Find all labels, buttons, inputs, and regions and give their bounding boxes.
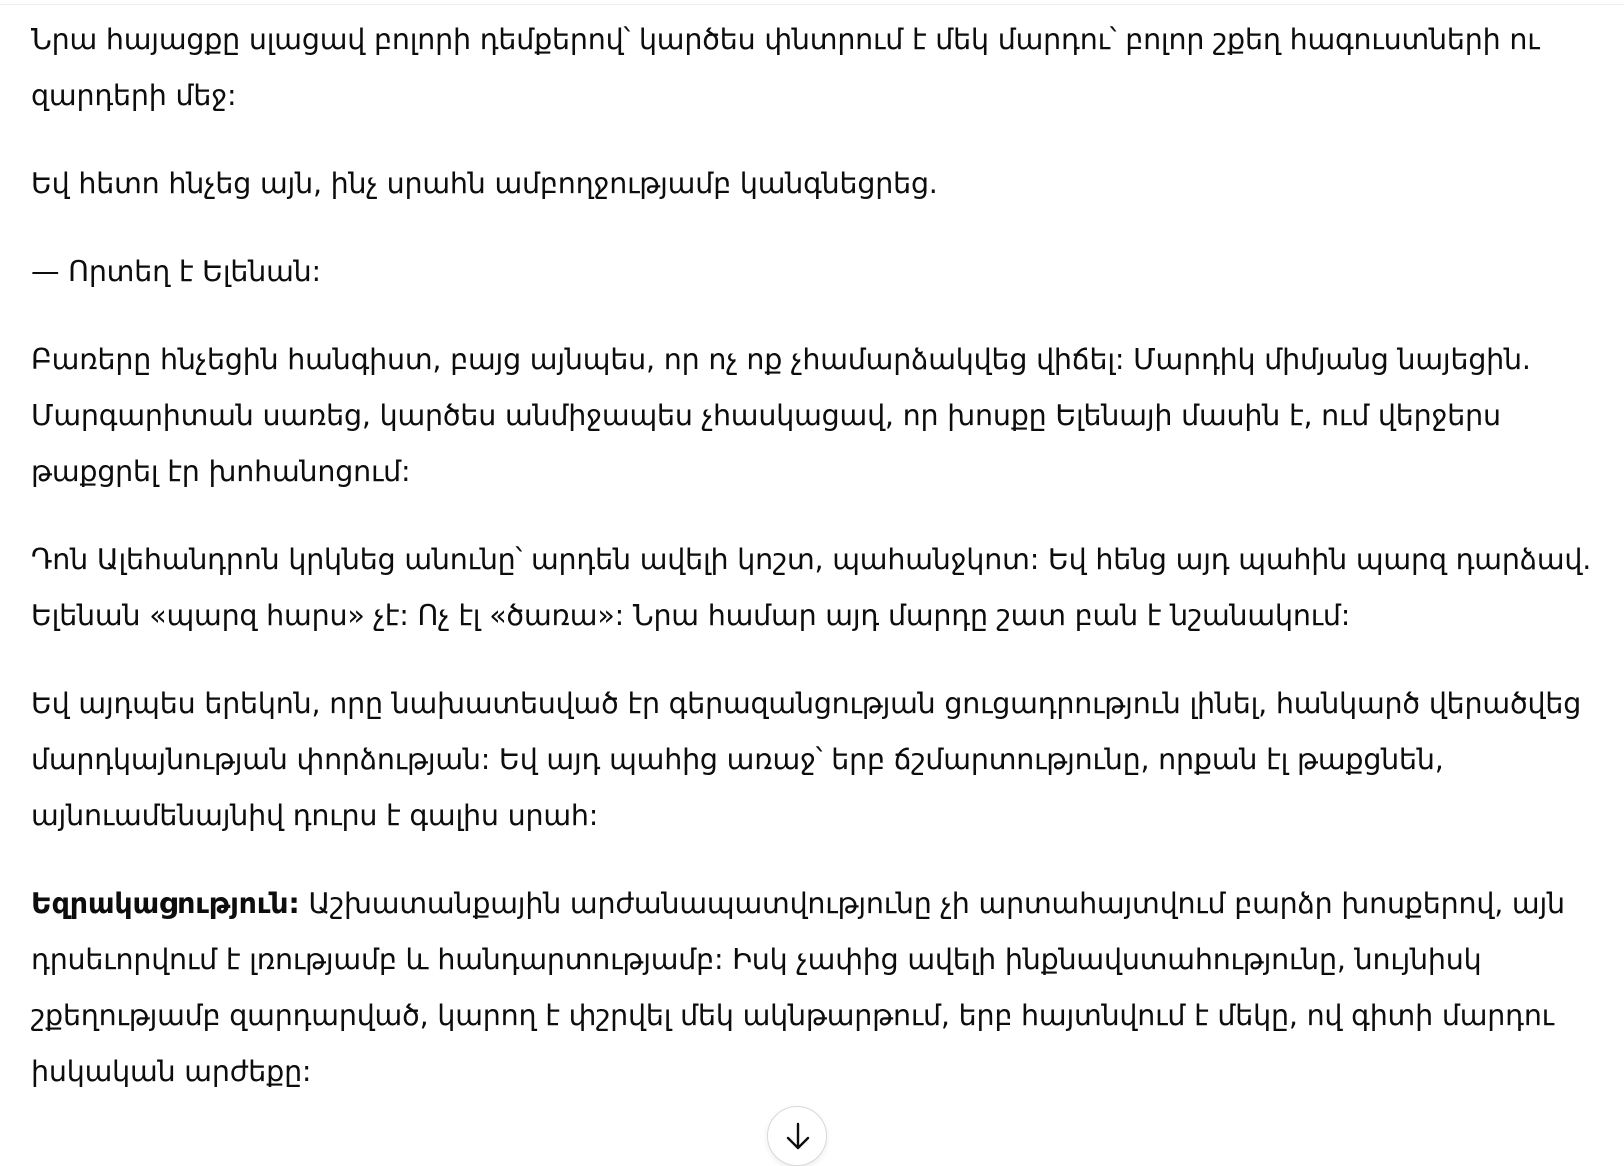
message-paragraph: Դոն Ալեհանդրոն կրկնեց անունը՝ արդեն ավելի կոշտ, պահանջկոտ: Եվ հենց այդ պահին պարզ դարձավ. Ելենան «պարզ հարս» չէ: Ոչ էլ «ծառա»: Նրա համար այդ մարդը շատ բան է նշանակում: [31, 543, 1592, 632]
message-paragraph: Նրա հայացքը սլացավ բոլորի դեմքերով՝ կարծես փնտրում է մեկ մարդու՝ բոլոր շքեղ հագուստների ու զարդերի մեջ: [31, 23, 1540, 112]
conclusion-label: Եզրակացություն: [31, 887, 300, 920]
top-divider [0, 0, 1624, 5]
message-paragraph: Բառերը հնչեցին հանգիստ, բայց այնպես, որ ոչ ոք չհամարձակվեց վիճել: Մարդիկ միմյանց նայեցին. Մարգարիտան սառեց, կարծես անմիջապես չհասկացավ, որ խոսքը Ելենայի մասին է, ում վերջերս թաքցրել էր խոհանոցում: [31, 343, 1531, 488]
scroll-to-bottom-button[interactable] [767, 1106, 827, 1166]
message-paragraph: Եվ հետո հնչեց այն, ինչ սրահն ամբողջությամբ կանգնեցրեց. [31, 167, 938, 200]
conclusion-text: Աշխատանքային արժանապատվությունը չի արտահայտվում բարձր խոսքերով, այն դրսեւորվում է լռությամբ և հանդարտությամբ: Իսկ չափից ավելի ինքնավստահությունը, նույնիսկ շքեղությամբ զարդարված, կարող է փշրվել մեկ ակնթարթում, երբ հայտնվում է մեկը, ով գիտի մարդու իսկական արժեքը: [31, 887, 1565, 1088]
message-paragraph: — Որտեղ է Ելենան: [31, 255, 321, 288]
message-paragraph: Եվ այդպես երեկոն, որը նախատեսված էր գերազանցության ցուցադրություն լինել, հանկարծ վերածվեց մարդկայնության փորձության: Եվ այդ պահից առաջ՝ երբ ճշմարտությունը, որքան էլ թաքցնեն, այնուամենայնիվ դուրս է գալիս սրահ: [31, 687, 1582, 832]
assistant-message [31, 12, 1611, 1100]
conclusion-paragraph [31, 876, 1611, 1100]
